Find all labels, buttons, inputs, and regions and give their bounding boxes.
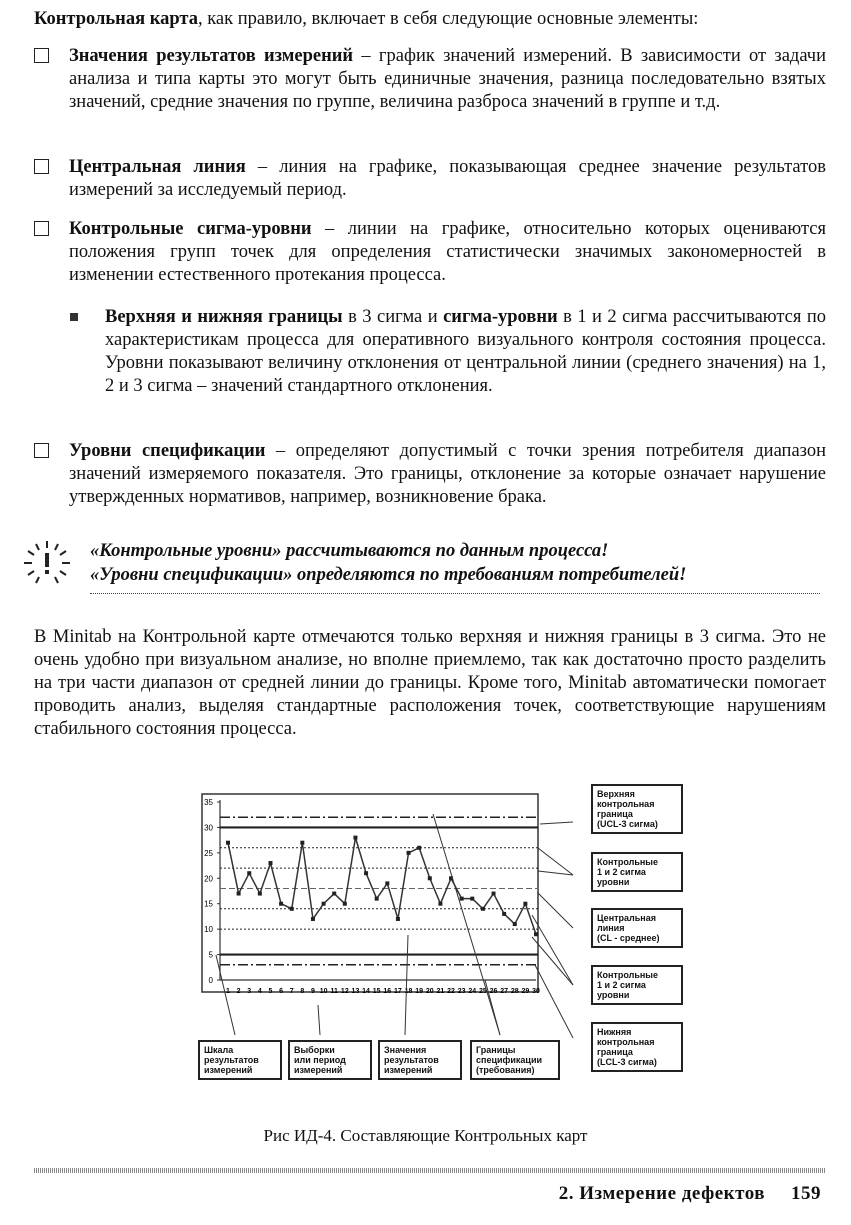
x-tick-label: 10 (319, 988, 328, 995)
x-tick-label: 22 (447, 988, 455, 995)
x-tick-label: 24 (468, 988, 477, 995)
exclamation-burst-icon (22, 539, 72, 587)
data-point (353, 836, 357, 840)
callout-scale: Шкала результатов измерений (198, 1040, 282, 1080)
data-point (300, 841, 304, 845)
x-tick-label: 5 (268, 988, 273, 995)
element-item-3: Контрольные сигма-уровни – линии на графике, относительно которых оцениваются положения групп точек для определения статистически значимых закономерностей в изменении естественного протекания процесса. (34, 218, 826, 287)
y-tick-label: 20 (204, 874, 213, 884)
y-tick-label: 30 (204, 823, 213, 833)
data-point (460, 897, 464, 901)
minitab-paragraph: В Minitab на Контрольной карте отмечаются только верхняя и нижняя границы в 3 сигма. Это не очень удобно при визуальном анализе, но вполне приемлемо, так как достаточно просто разделить на три части диапазон от средней линии до границы. Кроме того, Minitab автоматически помогает проводить анализ, выделяя стандартные расположения точек, соответствующие нарушениям стабильного состояния процесса. (34, 627, 826, 739)
note-line-1: «Контрольные уровни» рассчитываются по данным процесса! (90, 541, 609, 561)
callout-samples: Выборки или период измерений (288, 1040, 372, 1080)
callout-sigma-upper: Контрольные 1 и 2 сигма уровни (591, 852, 683, 892)
sub-item-sigma: Верхняя и нижняя границы в 3 сигма и сигма-уровни в 1 и 2 сигма рассчитываются по характеристикам процесса для оперативного визуального контроля состояния процесса. Уровни показывают величину отклонения от центральной линии (среднего значения) на 1, 2 и 3 сигма – значений стандартного отклонения. (70, 306, 826, 398)
y-tick-label: 35 (204, 798, 213, 807)
x-tick-label: 14 (362, 988, 370, 995)
x-tick-label: 13 (351, 988, 360, 995)
checkbox-square-icon (34, 48, 49, 63)
x-tick-label: 15 (372, 988, 381, 995)
data-point (502, 912, 506, 916)
plot-frame (202, 794, 538, 992)
data-point (492, 892, 496, 896)
data-point (481, 907, 485, 911)
x-tick-label: 9 (311, 988, 315, 995)
data-point (396, 917, 400, 921)
data-point (523, 902, 527, 906)
bullet-square-icon (70, 313, 78, 321)
leader-ucl (540, 822, 573, 824)
x-tick-label: 12 (340, 988, 349, 995)
x-tick-label: 25 (478, 988, 487, 995)
x-tick-label: 23 (457, 988, 466, 995)
leader-cl (538, 893, 573, 928)
x-tick-label: 7 (289, 988, 294, 995)
y-tick-label: 10 (204, 925, 213, 935)
callout-ucl: Верхняя контрольная граница (UCL-3 сигма) (591, 784, 683, 834)
x-tick-label: 29 (521, 988, 530, 995)
data-point (290, 907, 294, 911)
leader-samples (318, 1005, 320, 1035)
y-tick-label: 5 (208, 950, 213, 960)
data-point (364, 871, 368, 875)
element-item-1: Значения результатов измерений – график значений измерений. В зависимости от задачи анализа и типа карты это могут быть единичные значения, разница последовательно взятых значений, средние значения по группе, величина разброса значений в группе и т.д. (34, 45, 826, 114)
x-tick-label: 18 (404, 988, 413, 995)
data-point (385, 881, 389, 885)
y-tick-label: 0 (208, 976, 213, 985)
leader-sigma-up-2 (538, 871, 573, 875)
intro-sentence (34, 8, 826, 31)
element-item-4: Уровни спецификации – определяют допустимый с точки зрения потребителя диапазон значений измеряемого показателя. Это границы, отклонение за которые означает нарушение утвержденных нормативов, например, возникновение брака. (34, 440, 826, 509)
data-point (237, 892, 241, 896)
checkbox-square-icon (34, 443, 49, 458)
data-point (438, 902, 442, 906)
data-point (268, 861, 272, 865)
x-tick-label: 4 (257, 988, 262, 995)
intro-term: Контрольная карта (34, 9, 198, 29)
x-tick-label: 6 (279, 988, 284, 995)
x-tick-label: 1 (226, 988, 230, 995)
data-point (417, 846, 421, 850)
x-tick-label: 17 (394, 988, 402, 995)
data-point (247, 871, 251, 875)
y-tick-label: 15 (204, 899, 213, 909)
x-tick-label: 11 (330, 988, 338, 995)
x-tick-label: 3 (247, 988, 252, 995)
x-tick-label: 20 (425, 988, 434, 995)
data-point (332, 892, 336, 896)
data-point (322, 902, 326, 906)
data-point (226, 841, 230, 845)
x-tick-label: 16 (383, 988, 392, 995)
page-number: 159 (791, 1183, 821, 1204)
data-point (279, 902, 283, 906)
x-tick-label: 27 (500, 988, 509, 995)
x-tick-label: 19 (415, 988, 424, 995)
checkbox-square-icon (34, 159, 49, 174)
checkbox-square-icon (34, 221, 49, 236)
data-point (513, 922, 517, 926)
figure-caption: Рис ИД-4. Составляющие Контрольных карт (263, 1126, 588, 1145)
callout-lcl: Нижняя контрольная граница (LCL-3 сигма) (591, 1022, 683, 1072)
callout-sigma-lower: Контрольные 1 и 2 сигма уровни (591, 965, 683, 1005)
attention-note (0, 535, 851, 605)
data-point (343, 902, 347, 906)
callout-values: Значения результатов измерений (378, 1040, 462, 1080)
intro-text: , как правило, включает в себя следующие основные элементы: (197, 9, 699, 29)
leader-sigma-up-1 (538, 848, 573, 875)
x-tick-label: 30 (532, 988, 540, 995)
page-footer (559, 1183, 821, 1205)
data-point (428, 876, 432, 880)
footer-rule (34, 1168, 826, 1173)
callout-spec: Границы спецификации (требования) (470, 1040, 560, 1080)
chapter-title: 2. Измерение дефектов (558, 1183, 765, 1204)
note-line-2: «Уровни спецификации» определяются по требованиям потребителей! (90, 565, 687, 585)
note-underline (90, 593, 820, 594)
data-point (534, 932, 538, 936)
data-point (375, 897, 379, 901)
data-point (407, 851, 411, 855)
x-tick-label: 8 (300, 988, 305, 995)
element-item-2: Центральная линия – линия на графике, показывающая среднее значение результатов измерений за исследуемый период. (34, 156, 826, 202)
y-tick-label: 25 (204, 848, 213, 858)
x-tick-label: 28 (510, 988, 519, 995)
x-tick-label: 21 (436, 988, 445, 995)
data-point (311, 917, 315, 921)
x-tick-label: 26 (489, 988, 498, 995)
x-tick-label: 2 (236, 988, 241, 995)
callout-cl: Центральная линия (CL - среднее) (591, 908, 683, 948)
data-point (470, 897, 474, 901)
data-point (258, 892, 262, 896)
